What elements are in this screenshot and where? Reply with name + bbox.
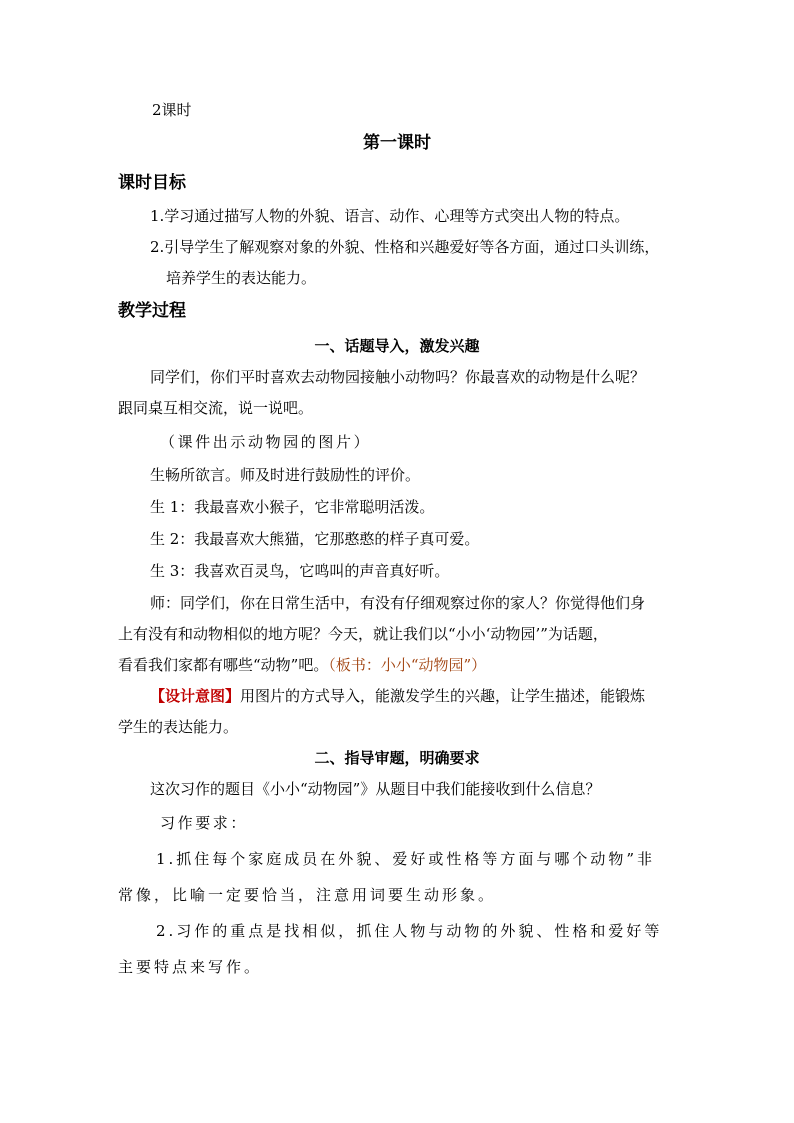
student-1-answer: 生 1：我最喜欢小猴子，它非常聪明活泼。	[150, 498, 435, 516]
design-intent-text: 用图片的方式导入，能激发学生的兴趣，让学生描述，能锻炼	[240, 687, 646, 705]
requirement-1-line-1: 1.抓住每个家庭成员在外貌、爱好或性格等方面与哪个动物”非	[156, 850, 655, 868]
design-intent-line-1	[150, 686, 645, 706]
design-intent-line-2: 学生的表达能力。	[118, 718, 239, 736]
intro-paragraph-line-1: 同学们，你们平时喜欢去动物园接触小动物吗？你最喜欢的动物是什么呢？	[150, 368, 646, 386]
objective-item-2-line-2: 培养学生的表达能力。	[166, 269, 317, 287]
teacher-line-2: 上有没有和动物相似的地方呢？今天，就让我们以“小小‘动物园’”为话题，	[118, 625, 608, 643]
student-response-summary: 生畅所欲言。师及时进行鼓励性的评价。	[150, 466, 421, 484]
design-intent-label: 【设计意图】	[150, 687, 241, 705]
board-note: （板书：小小“动物园”）	[328, 656, 487, 674]
intro-paragraph-line-2: 跟同桌互相交流，说一说吧。	[118, 399, 314, 417]
teacher-line-1: 师：同学们，你在日常生活中，有没有仔细观察过你的家人？你觉得他们身	[150, 594, 646, 612]
student-3-answer: 生 3：我喜欢百灵鸟，它鸣叫的声音真好听。	[150, 562, 450, 580]
topic-question: 这次习作的题目《小小“动物园”》从题目中我们能接收到什么信息？	[150, 780, 601, 798]
teacher-line-3	[118, 655, 486, 675]
objectives-heading: 课时目标	[118, 173, 186, 193]
lesson-hours: 2课时	[152, 101, 192, 119]
requirement-2-line-2: 主要特点来写作。	[118, 958, 263, 976]
process-heading: 教学过程	[118, 301, 186, 321]
requirements-heading: 习作要求：	[160, 814, 249, 832]
objective-item-1: 1.学习通过描写人物的外貌、语言、动作、心理等方式突出人物的特点。	[150, 207, 630, 225]
courseware-note: （课件出示动物园的图片）	[160, 433, 372, 451]
teacher-line-3-text: 看看我们家都有哪些“动物”吧。	[118, 656, 329, 674]
student-2-answer: 生 2：我最喜欢大熊猫，它那憨憨的样子真可爱。	[150, 530, 480, 548]
lesson-title: 第一课时	[363, 133, 431, 153]
requirement-2-line-1: 2.习作的重点是找相似，抓住人物与动物的外貌、性格和爱好等	[156, 922, 663, 940]
section-2-title: 二、指导审题，明确要求	[314, 749, 480, 767]
requirement-1-line-2: 常像，比喻一定要恰当，注意用词要生动形象。	[118, 886, 497, 904]
section-1-title: 一、话题导入，激发兴趣	[314, 337, 480, 355]
objective-item-2-line-1: 2.引导学生了解观察对象的外貌、性格和兴趣爱好等各方面，通过口头训练，	[150, 238, 660, 256]
